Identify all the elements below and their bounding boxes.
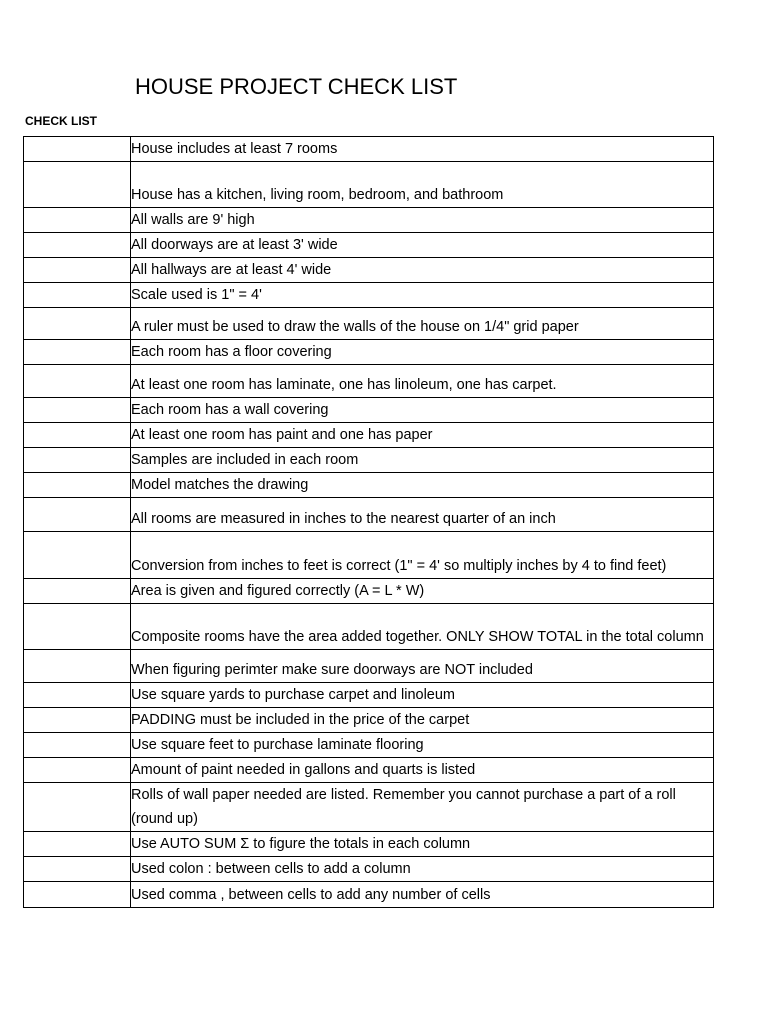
table-row xyxy=(24,733,714,758)
item-cell xyxy=(131,683,714,708)
item-cell xyxy=(131,857,714,882)
check-cell[interactable] xyxy=(24,683,131,708)
table-row xyxy=(24,423,714,448)
item-text: At least one room has paint and one has paper xyxy=(131,427,433,443)
check-cell[interactable] xyxy=(24,857,131,882)
item-cell xyxy=(131,162,714,208)
item-text: Area is given and figured correctly (A = L * W) xyxy=(131,583,425,599)
item-text: Amount of paint needed in gallons and quarts is listed xyxy=(131,762,476,778)
check-cell[interactable] xyxy=(24,882,131,908)
item-cell xyxy=(131,258,714,283)
item-text: When figuring perimter make sure doorways are NOT included xyxy=(131,662,533,678)
check-cell[interactable] xyxy=(24,283,131,308)
item-text: Use square feet to purchase laminate flooring xyxy=(131,737,424,753)
item-cell xyxy=(131,832,714,857)
table-row xyxy=(24,448,714,473)
check-cell[interactable] xyxy=(24,832,131,857)
item-text: All walls are 9' high xyxy=(131,212,255,228)
item-text: Samples are included in each room xyxy=(131,452,359,468)
table-row xyxy=(24,857,714,882)
item-cell xyxy=(131,365,714,398)
check-cell[interactable] xyxy=(24,423,131,448)
item-text: Scale used is 1" = 4' xyxy=(131,287,262,303)
page-title: HOUSE PROJECT CHECK LIST xyxy=(135,74,458,99)
item-text: House includes at least 7 rooms xyxy=(131,141,338,157)
table-row xyxy=(24,137,714,162)
item-cell xyxy=(131,283,714,308)
item-text: Composite rooms have the area added together. ONLY SHOW TOTAL in the total column xyxy=(131,629,704,645)
check-cell[interactable] xyxy=(24,233,131,258)
item-cell xyxy=(131,532,714,579)
item-text: Each room has a floor covering xyxy=(131,344,332,360)
check-cell[interactable] xyxy=(24,473,131,498)
item-text: Rolls of wall paper needed are listed. Remember you cannot purchase a part of a roll (round up) xyxy=(131,787,676,827)
table-row xyxy=(24,882,714,908)
item-text: PADDING must be included in the price of the carpet xyxy=(131,712,470,728)
table-row xyxy=(24,258,714,283)
check-cell[interactable] xyxy=(24,448,131,473)
check-cell[interactable] xyxy=(24,258,131,283)
checklist-body xyxy=(24,137,714,908)
item-cell xyxy=(131,448,714,473)
item-cell xyxy=(131,137,714,162)
item-text: At least one room has laminate, one has linoleum, one has carpet. xyxy=(131,377,557,393)
check-cell[interactable] xyxy=(24,604,131,650)
table-row xyxy=(24,340,714,365)
item-text: All hallways are at least 4' wide xyxy=(131,262,332,278)
check-cell[interactable] xyxy=(24,498,131,532)
table-row xyxy=(24,579,714,604)
check-cell[interactable] xyxy=(24,398,131,423)
table-row xyxy=(24,233,714,258)
table-row xyxy=(24,308,714,340)
table-row xyxy=(24,532,714,579)
item-text: Use square yards to purchase carpet and linoleum xyxy=(131,687,456,703)
table-row xyxy=(24,365,714,398)
item-text: Each room has a wall covering xyxy=(131,402,329,418)
section-label: CHECK LIST xyxy=(25,114,97,128)
table-row xyxy=(24,783,714,832)
item-cell xyxy=(131,783,714,832)
table-row xyxy=(24,650,714,683)
check-cell[interactable] xyxy=(24,783,131,832)
item-cell xyxy=(131,579,714,604)
item-cell xyxy=(131,650,714,683)
item-cell xyxy=(131,398,714,423)
table-row xyxy=(24,604,714,650)
check-cell[interactable] xyxy=(24,579,131,604)
check-cell[interactable] xyxy=(24,532,131,579)
check-cell[interactable] xyxy=(24,365,131,398)
table-row xyxy=(24,758,714,783)
table-row xyxy=(24,498,714,532)
item-cell xyxy=(131,340,714,365)
check-cell[interactable] xyxy=(24,208,131,233)
table-row xyxy=(24,683,714,708)
item-cell xyxy=(131,473,714,498)
check-cell[interactable] xyxy=(24,708,131,733)
item-cell xyxy=(131,208,714,233)
check-cell[interactable] xyxy=(24,733,131,758)
table-row xyxy=(24,208,714,233)
item-cell xyxy=(131,758,714,783)
item-text: All doorways are at least 3' wide xyxy=(131,237,338,253)
check-cell[interactable] xyxy=(24,650,131,683)
check-cell[interactable] xyxy=(24,137,131,162)
item-text: Used comma , between cells to add any number of cells xyxy=(131,887,491,903)
check-cell[interactable] xyxy=(24,308,131,340)
table-row xyxy=(24,283,714,308)
item-cell xyxy=(131,733,714,758)
item-cell xyxy=(131,498,714,532)
item-cell xyxy=(131,604,714,650)
item-cell xyxy=(131,308,714,340)
table-row xyxy=(24,473,714,498)
item-cell xyxy=(131,423,714,448)
item-text: All rooms are measured in inches to the nearest quarter of an inch xyxy=(131,511,556,527)
item-text: Used colon : between cells to add a column xyxy=(131,861,411,877)
item-text: A ruler must be used to draw the walls of the house on 1/4" grid paper xyxy=(131,319,579,335)
item-cell xyxy=(131,708,714,733)
check-cell[interactable] xyxy=(24,758,131,783)
item-text: Use AUTO SUM Σ to figure the totals in each column xyxy=(131,836,471,852)
item-text: Model matches the drawing xyxy=(131,477,309,493)
item-text: Conversion from inches to feet is correct (1" = 4' so multiply inches by 4 to find feet) xyxy=(131,558,667,574)
table-row xyxy=(24,162,714,208)
item-text: House has a kitchen, living room, bedroom, and bathroom xyxy=(131,187,504,203)
checklist-table xyxy=(23,136,714,908)
table-row xyxy=(24,832,714,857)
item-cell xyxy=(131,882,714,908)
check-cell[interactable] xyxy=(24,162,131,208)
table-row xyxy=(24,708,714,733)
check-cell[interactable] xyxy=(24,340,131,365)
item-cell xyxy=(131,233,714,258)
table-row xyxy=(24,398,714,423)
